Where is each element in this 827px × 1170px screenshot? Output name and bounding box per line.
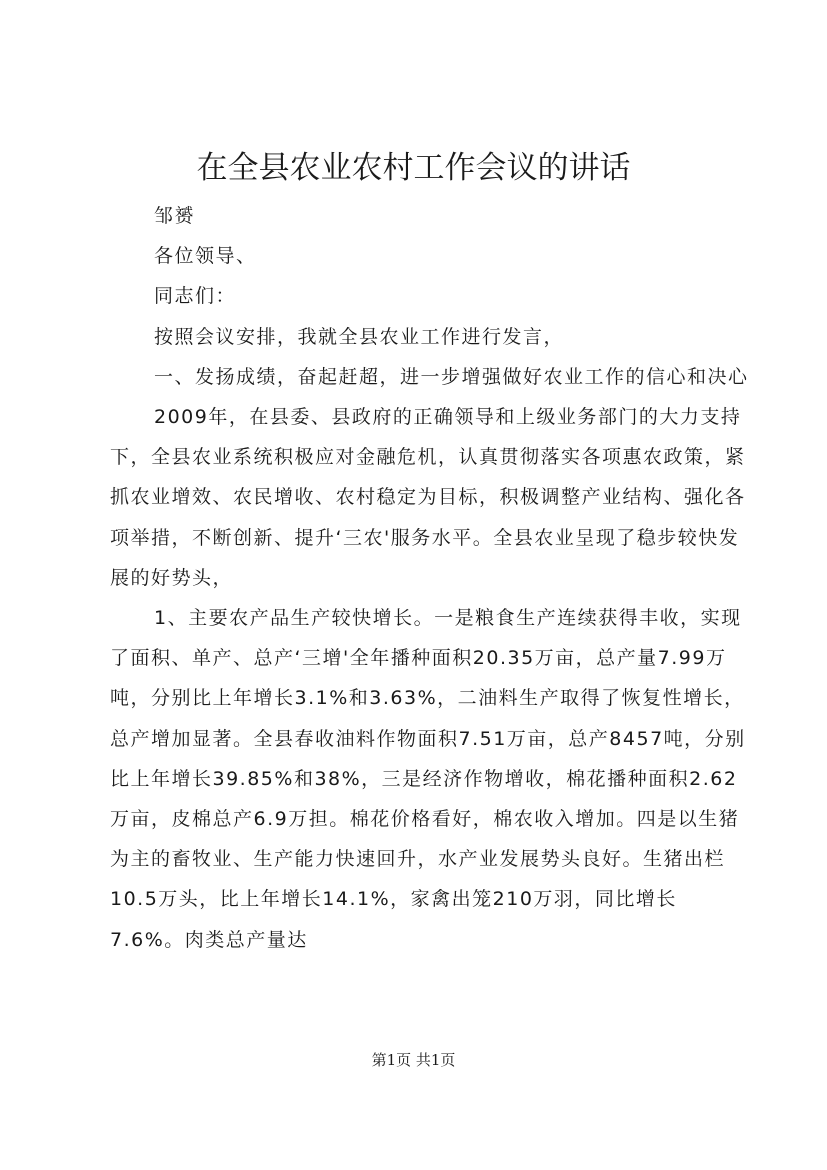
intro-paragraph: 按照会议安排，我就全县农业工作进行发言， [154,325,565,348]
document-body [110,196,750,960]
body-paragraph: 1、主要农产品生产较快增长。一是粮食生产连续获得丰收，实现了面积、单产、总产‘三增'全年播种面积20.35万亩，总产量7.99万吨，分别比上年增长3.1%和3.63%，二油料生产取得了恢复性增长，总产增加显著。全县春收油料作物面积7.51万亩，总产8457吨，分别比上年增长39.85%和38%，三是经济作物增收，棉花播种面积2.62万亩，皮棉总产6.9万担。棉花价格看好，棉农收入增加。四是以生猪为主的畜牧业、生产能力快速回升，水产业发展势头良好。生猪出栏10.5万头，比上年增长14.1%，家禽出笼210万羽，同比增长7.6%。肉类总产量达 [110,607,746,951]
greeting-comrades: 同志们： [154,285,237,308]
page-footer: 第1页 共1页 [371,1051,456,1069]
author-name: 邹赟 [154,205,196,227]
greeting-leaders: 各位领导、 [154,245,257,268]
body-paragraph: 2009年，在县委、县政府的正确领导和上级业务部门的大力支持下，全县农业系统积极应对金融危机，认真贯彻落实各项惠农政策，紧抓农业增效、农民增收、农村稳定为目标，积极调整产业结构、强化各项举措，不断创新、提升‘三农'服务水平。全县农业呈现了稳步较快发展的好势头， [110,406,746,589]
section-heading: 一、发扬成绩，奋起赶超，进一步增强做好农业工作的信心和决心 [154,365,749,388]
document-title: 在全县农业农村工作会议的讲话 [196,150,631,186]
